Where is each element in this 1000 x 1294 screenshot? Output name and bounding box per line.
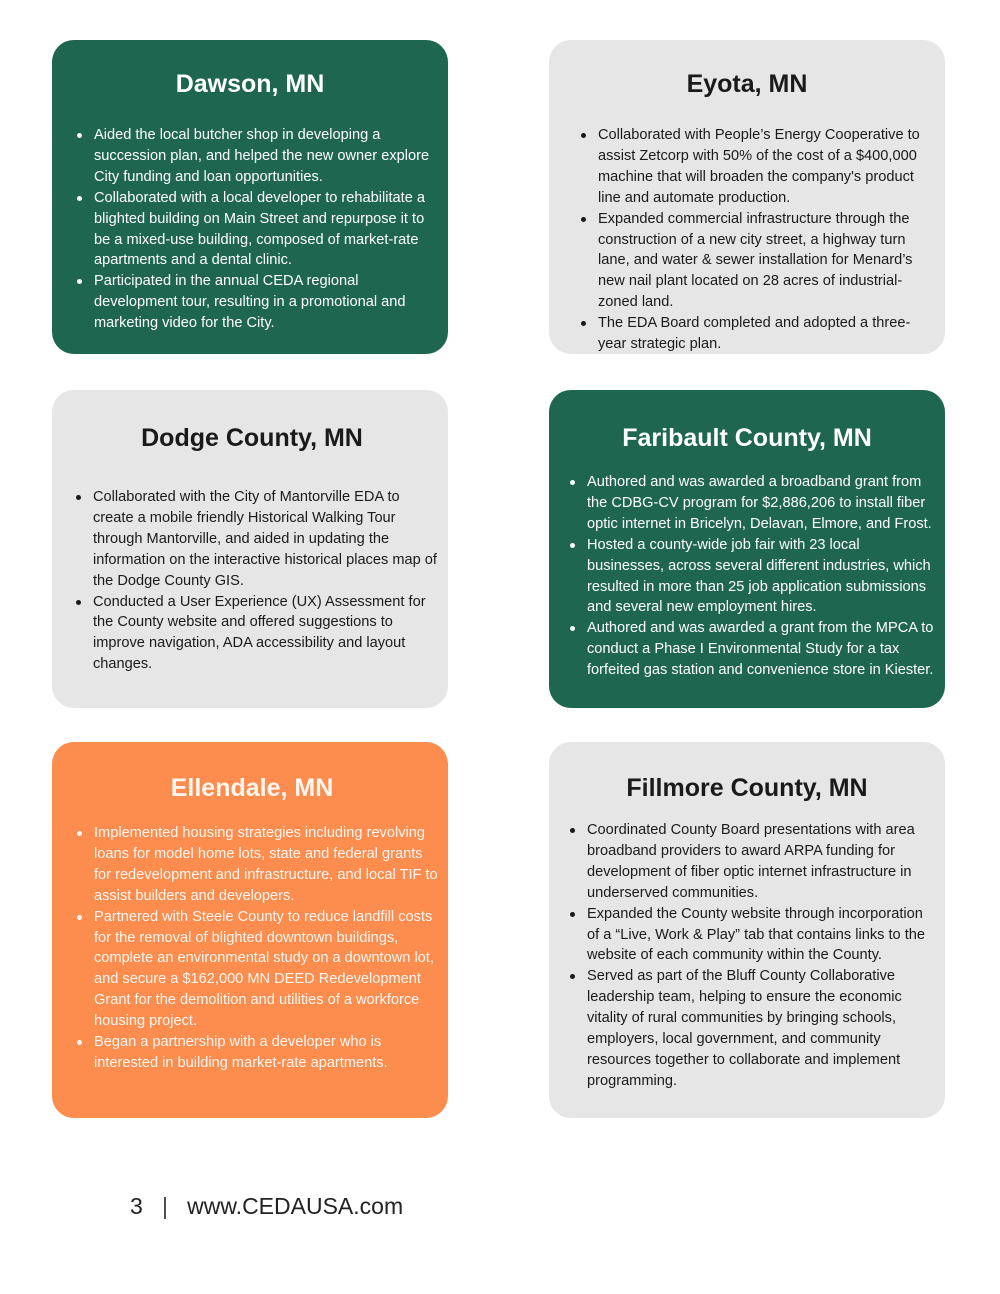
bullet-list <box>66 823 438 1074</box>
list-item: Authored and was awarded a grant from the MPCA to conduct a Phase I Environmental Study for a tax forfeited gas station and convenience store in Kiester. <box>587 618 935 681</box>
list-item: The EDA Board completed and adopted a three-year strategic plan. <box>598 313 931 355</box>
bullet-list <box>66 125 434 334</box>
card-dawson <box>52 40 448 354</box>
card-dodge-county <box>52 390 448 708</box>
page-number: 3 <box>130 1193 143 1219</box>
footer-separator: | <box>161 1193 168 1219</box>
card-title: Dawson, MN <box>175 70 325 98</box>
list-item: Collaborated with a local developer to rehabilitate a blighted building on Main Street and repurpose it to be a mixed-use building, composed of market-rate apartments and a dental clinic. <box>94 188 434 272</box>
card-fillmore-county <box>549 742 945 1118</box>
website-link[interactable]: www.CEDAUSA.com <box>187 1193 404 1219</box>
card-title: Eyota, MN <box>686 70 808 98</box>
list-item: Aided the local butcher shop in developing a succession plan, and helped the new owner explore City funding and loan opportunities. <box>94 125 434 188</box>
bullet-list <box>559 820 935 1092</box>
list-item: Collaborated with the City of Mantorville EDA to create a mobile friendly Historical Walking Tour through Mantorville, and aided in updating the information on the interactive historical places map of the Dodge County GIS. <box>93 487 438 592</box>
bullet-list <box>66 487 438 675</box>
list-item: Began a partnership with a developer who is interested in building market-rate apartments. <box>94 1032 438 1074</box>
card-title: Faribault County, MN <box>622 424 872 452</box>
bullet-list <box>563 125 931 355</box>
card-eyota <box>549 40 945 354</box>
card-title: Ellendale, MN <box>170 774 334 802</box>
list-item: Served as part of the Bluff County Collaborative leadership team, helping to ensure the economic vitality of rural communities by bringing schools, employers, local government, and community resources together to collaborate and implement programming. <box>587 966 935 1091</box>
list-item: Expanded the County website through incorporation of a “Live, Work & Play” tab that contains links to the website of each community within the County. <box>587 904 935 967</box>
card-ellendale <box>52 742 448 1118</box>
list-item: Coordinated County Board presentations with area broadband providers to award ARPA funding for development of fiber optic internet infrastructure in underserved communities. <box>587 820 935 904</box>
page-footer <box>130 1193 403 1220</box>
list-item: Implemented housing strategies including revolving loans for model home lots, state and federal grants for redevelopment and infrastructure, and local TIF to assist builders and developers. <box>94 823 438 907</box>
bullet-list <box>559 472 935 681</box>
list-item: Partnered with Steele County to reduce landfill costs for the removal of blighted downtown buildings, complete an environmental study on a downtown lot, and secure a $162,000 MN DEED Redevelopment Grant for the demolition and utilities of a workforce housing project. <box>94 907 438 1032</box>
list-item: Expanded commercial infrastructure through the construction of a new city street, a highway turn lane, and water & sewer installation for Menard’s new nail plant located on 28 acres of industrial-zoned land. <box>598 209 931 314</box>
list-item: Participated in the annual CEDA regional development tour, resulting in a promotional and marketing video for the City. <box>94 271 434 334</box>
list-item: Authored and was awarded a broadband grant from the CDBG-CV program for $2,886,206 to install fiber optic internet in Bricelyn, Delavan, Elmore, and Frost. <box>587 472 935 535</box>
list-item: Conducted a User Experience (UX) Assessment for the County website and offered suggestions to improve navigation, ADA accessibility and layout changes. <box>93 592 438 676</box>
card-faribault-county <box>549 390 945 708</box>
list-item: Collaborated with People’s Energy Cooperative to assist Zetcorp with 50% of the cost of a $400,000 machine that will broaden the company's product line and automate production. <box>598 125 931 209</box>
card-title: Fillmore County, MN <box>626 774 868 802</box>
card-title: Dodge County, MN <box>141 424 363 452</box>
list-item: Hosted a county-wide job fair with 23 local businesses, across several different industries, which resulted in more than 25 job application submissions and several new employment hires. <box>587 535 935 619</box>
